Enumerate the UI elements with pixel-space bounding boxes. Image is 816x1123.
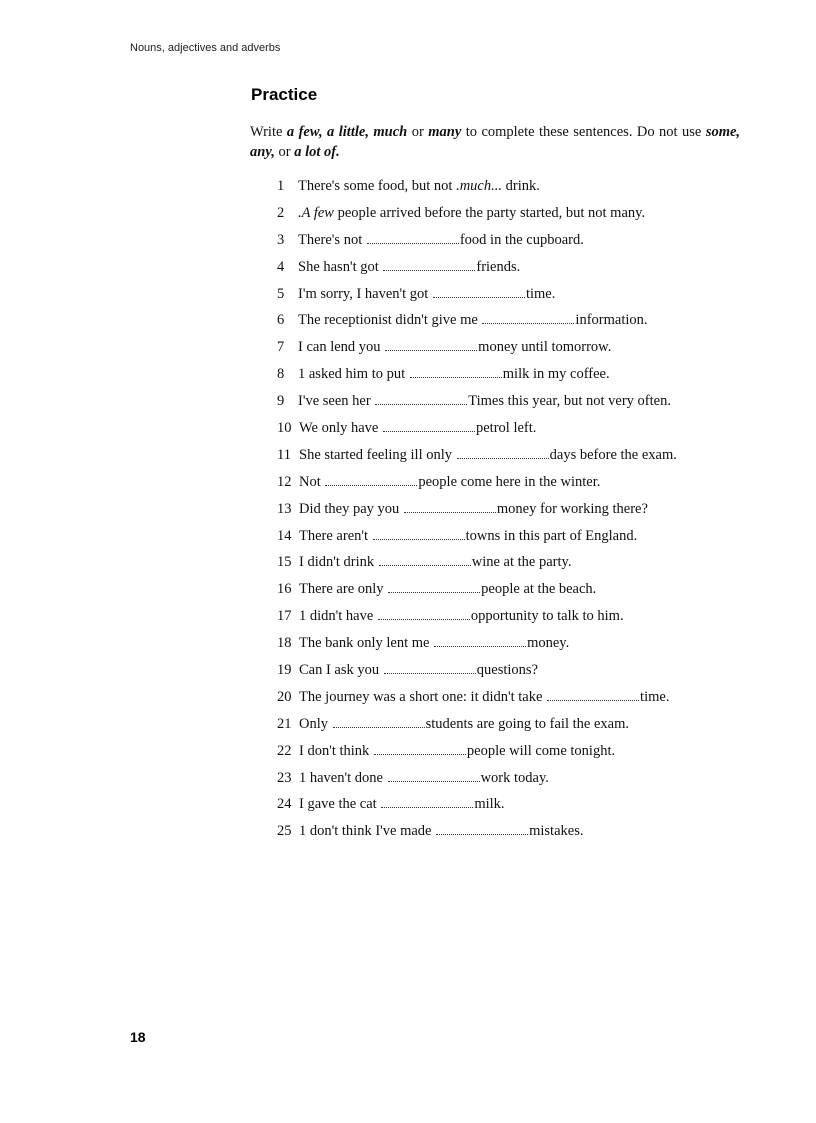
answer-blank[interactable] [373,527,465,540]
item-number: 25 [277,823,292,840]
item-text-before: 1 asked him to put [298,366,406,383]
answer-blank[interactable] [404,500,496,513]
item-text-before: The journey was a short one: it didn't take [299,688,543,705]
item-text-after: towns in this part of England. [465,527,638,544]
item-number: 19 [277,662,292,679]
exercise-item [277,337,677,364]
exercise-item [277,821,677,848]
item-number: 11 [277,446,291,463]
item-number: 2 [277,204,285,221]
exercise-item [277,257,677,284]
item-number: 10 [277,420,292,437]
exercise-item [277,176,677,203]
item-text-after: Times this year, but not very often. [468,393,671,410]
item-text-after: people arrived before the party started, but not many. [337,204,646,221]
exercise-item [277,499,677,526]
item-text-after: milk in my coffee. [502,366,610,383]
answer-blank[interactable] [410,365,502,378]
answer-blank[interactable] [333,715,425,728]
answer-blank[interactable] [367,231,459,244]
item-text-after: drink. [505,178,540,194]
exercise-item [277,364,677,391]
item-text-before: Did they pay you [299,500,400,517]
exercise-item [277,552,677,579]
item-number: 1 [277,178,285,194]
item-number: 3 [277,231,285,248]
item-text-after: opportunity to talk to him. [470,608,624,625]
item-text-after: milk. [474,796,505,813]
item-text-before: I'm sorry, I haven't got [298,285,429,302]
answer-blank[interactable] [436,822,528,835]
item-text-after: money until tomorrow. [478,339,612,356]
item-text-before: 1 haven't done [299,769,383,786]
item-number: 12 [277,473,292,490]
item-number: 7 [277,339,285,356]
item-text-before: Only [299,715,328,732]
item-text-after: information. [575,312,648,329]
exercise-item [277,391,677,418]
example-answer: .A few [298,204,334,221]
exercise-item [277,579,677,606]
item-text-after: questions? [476,662,538,679]
exercise-item [277,714,677,741]
item-number: 23 [277,769,292,786]
exercise-item [277,472,677,499]
answer-blank[interactable] [381,795,473,808]
exercise-item [277,418,677,445]
exercise-item [277,660,677,687]
item-text-before: There's some food, but not [298,178,453,194]
instr-quantifiers-1: a few, a little, much [286,124,408,140]
item-text-after: food in the cupboard. [459,231,584,248]
item-text-after: students are going to fail the exam. [425,715,629,732]
item-text-before: She started feeling ill only [299,446,453,463]
exercise-item [277,203,677,230]
item-number: 13 [277,500,292,517]
item-text-after: days before the exam. [549,446,677,463]
item-number: 4 [277,258,285,275]
item-text-after: money. [527,635,570,652]
item-number: 17 [277,608,292,625]
item-text-before: There aren't [299,527,369,544]
exercise-item [277,445,677,472]
answer-blank[interactable] [378,607,470,620]
item-text-before: The bank only lent me [299,635,430,652]
item-text-before: The receptionist didn't give me [298,312,478,329]
answer-blank[interactable] [547,688,639,701]
answer-blank[interactable] [385,338,477,351]
answer-blank[interactable] [384,661,476,674]
exercise-item [277,606,677,633]
item-number: 6 [277,312,285,329]
instr-quantifier-lot: a lot of. [294,144,340,160]
item-number: 18 [277,635,292,652]
answer-blank[interactable] [388,580,480,593]
item-text-after: friends. [476,258,521,275]
exercise-item [277,687,677,714]
answer-blank[interactable] [383,258,475,271]
item-number: 8 [277,366,285,383]
exercise-item [277,633,677,660]
item-text-after: money for working there? [496,500,648,517]
example-answer: .much... [456,178,502,194]
item-number: 16 [277,581,292,598]
item-text-after: mistakes. [529,823,584,840]
item-text-after: time. [640,688,670,705]
item-text-before: Can I ask you [299,662,380,679]
answer-blank[interactable] [383,419,475,432]
exercise-item [277,741,677,768]
exercise-item [277,794,677,821]
item-text-before: She hasn't got [298,258,379,275]
running-head: Nouns, adjectives and adverbs [130,42,281,54]
item-text-before: We only have [299,420,379,437]
instr-or-1: or [411,124,424,140]
instr-middle: to complete these sentences. Do not use [465,124,702,140]
exercise-item [277,768,677,795]
exercise-item [277,310,677,337]
item-text-before: There are only [299,581,384,598]
item-text-before: I've seen her [298,393,371,410]
instructions [250,122,740,162]
item-number: 9 [277,393,285,410]
item-text-after: people come here in the winter. [418,473,601,490]
answer-blank[interactable] [433,285,525,298]
item-text-before: I gave the cat [299,796,377,813]
item-text-after: people will come tonight. [466,742,616,759]
item-number: 5 [277,285,285,302]
exercise-item [277,284,677,311]
item-text-before: Not [299,473,321,490]
item-number: 21 [277,715,292,732]
item-number: 24 [277,796,292,813]
exercise-item [277,230,677,257]
item-text-before: I didn't drink [299,554,375,571]
answer-blank[interactable] [374,742,466,755]
instr-quantifier-many: many [428,124,462,140]
exercise-list [277,176,677,848]
item-text-before: There's not [298,231,363,248]
item-text-before: I don't think [299,742,370,759]
item-number: 20 [277,688,292,705]
item-text-after: time. [525,285,556,302]
answer-blank[interactable] [375,392,467,405]
answer-blank[interactable] [379,553,471,566]
instr-or-2: or [278,144,291,160]
item-text-before: I can lend you [298,339,381,356]
item-text-after: people at the beach. [481,581,597,598]
exercise-item [277,526,677,553]
item-number: 15 [277,554,292,571]
answer-blank[interactable] [482,311,574,324]
instr-write: Write [250,124,283,140]
answer-blank[interactable] [434,634,526,647]
page-number: 18 [130,1029,146,1045]
answer-blank[interactable] [325,473,417,486]
item-text-before: 1 don't think I've made [299,823,432,840]
item-number: 14 [277,527,292,544]
answer-blank[interactable] [388,769,480,782]
item-text-before: 1 didn't have [299,608,374,625]
answer-blank[interactable] [457,446,549,459]
item-text-after: wine at the party. [471,554,572,571]
instr-quantifiers-2: some, any, [250,124,741,160]
section-title: Practice [251,85,318,104]
item-number: 22 [277,742,292,759]
item-text-after: work today. [480,769,549,786]
item-text-after: petrol left. [476,420,537,437]
